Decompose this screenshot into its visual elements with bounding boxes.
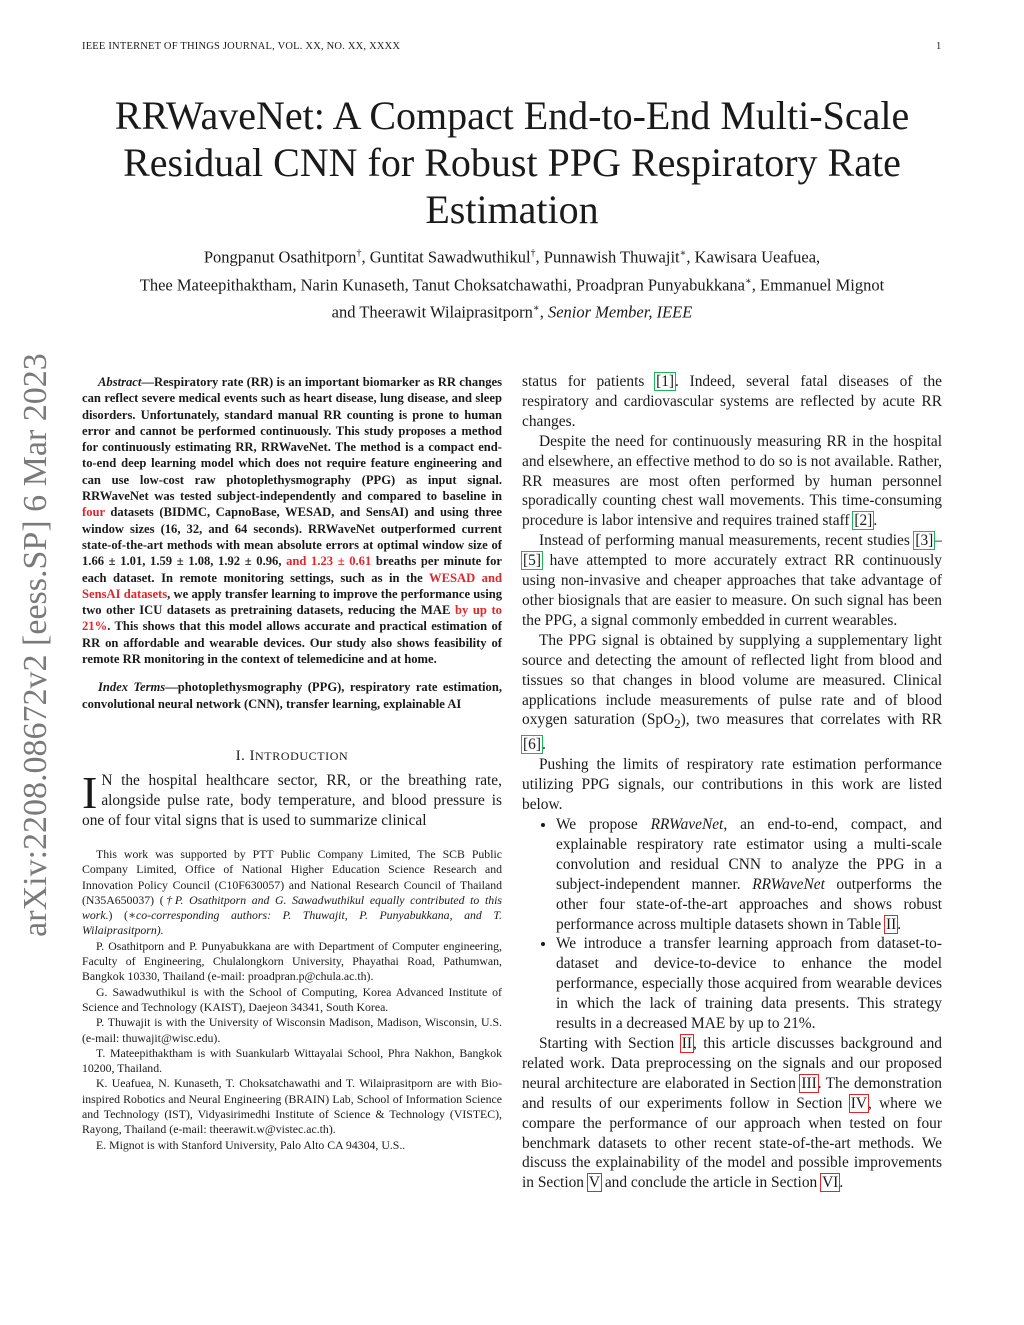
citation-link[interactable]: [3] — [915, 532, 934, 550]
body-text: . — [541, 736, 546, 754]
body-paragraph — [522, 631, 942, 756]
section-numeral: I. — [235, 747, 250, 764]
author-name: , Punnawish Thuwajit — [535, 247, 680, 267]
body-text: Despite the need for continuously measuring RR in the hospital and elsewhere, an effective method to do so is not available. Rather, RR measures are most often performed by human personnel sporadically counting chest wall movements. This time-consuming procedure is labor intensive and requires trained staff — [522, 432, 942, 530]
section-heading-introduction — [82, 748, 502, 765]
footnote-text: ) ( — [108, 908, 128, 923]
model-name: RRWaveNet — [650, 816, 724, 834]
section-head-initial: I — [249, 747, 256, 764]
author-line-1 — [82, 242, 942, 270]
subscript: 2 — [674, 717, 681, 732]
section-ref-link[interactable]: IV — [850, 1094, 867, 1112]
body-text: ), two measures that correlates with RR — [680, 711, 942, 729]
body-text: . — [873, 512, 878, 530]
author-role: Senior Member, IEEE — [547, 302, 693, 322]
citation-link[interactable]: [2] — [854, 512, 873, 530]
body-text: , this article discusses background and related work. Data preprocessing on the signals and our proposed neural architecture are elaborated in Section — [522, 1034, 943, 1092]
abstract-text: —Respiratory rate (RR) is an important biomarker as RR changes can reflect severe medical events such as heart disease, lung disease, and sleep disorders. Unfortunately, standard manual RR counting is prone to human error and cannot be performed continuously. This study proposes a method for continuously estimating RR, RRWaveNet. The method is a compact end-to-end deep learning model which does not require feature engineering and can use low-cost raw photoplethysmography (PPG) as input signal. RRWaveNet was tested subject-independently and compared to baseline in — [82, 375, 502, 504]
index-terms-label: Index Terms — [98, 680, 166, 695]
intro-paragraph — [82, 766, 502, 831]
body-text: . The demonstration and results of our experiments follow in Section — [522, 1074, 942, 1112]
section-ref-link[interactable]: V — [588, 1174, 600, 1192]
footnotes — [82, 847, 502, 1153]
author-mark: ∗ — [679, 248, 687, 259]
paper-title: RRWaveNet: A Compact End-to-End Multi-Scale Residual CNN for Robust PPG Respiratory Rate Estimation — [114, 93, 910, 232]
body-text: , an end-to-end, compact, and explainable respiratory rate estimator using a multi-scale convolution and residual CNN to analyze the PPG in a subject-independent manner. — [556, 816, 943, 893]
footnote-text: This work was supported by PTT Public Company Limited, The SCB Public Company Limited, Office of National Higher Education Science Research and Innovation Policy Council (C10F630057) and National Research Council of Thailand (N35A650037) ( — [82, 846, 502, 907]
body-text: – — [934, 532, 942, 550]
footnote-affiliation: E. Mignot is with Stanford University, Palo Alto CA 94304, U.S.. — [96, 1137, 406, 1152]
section-ref-link[interactable]: VI — [822, 1174, 839, 1192]
footnote-affiliation: K. Ueafuea, N. Kunaseth, T. Choksatchawathi and T. Wilaiprasitporn are with Bio-inspired Robotics and Neural Engineering (BRAIN) Lab, School of Information Science and Technology (IST), Vidyasirimedhi Institute of Science & Technology (VISTEC), Rayong, Thailand (e-mail: theerawit.w@vistec.ac.th). — [82, 1076, 502, 1137]
list-item: • We introduce a transfer learning approach from dataset-to-dataset and device-to-device to enhance the model performance, especially those acquired from wearable devices in which the lack of training data presents. This strategy results in a decreased MAE by up to 21%. — [556, 934, 942, 1034]
body-text: have attempted to more accurately extract RR continuously using non-invasive and cheaper approaches that take advantage of other biosignals that are easier to measure. On such signal has been the PPG, a signal commonly embedded in current wearables. — [522, 552, 942, 629]
body-paragraph — [522, 531, 942, 631]
left-column — [82, 374, 502, 1153]
author-names: Thee Mateepithaktham, Narin Kunaseth, Tanut Choksatchawathi, Proadpran Punyabukkana — [139, 275, 745, 294]
abstract-highlight: four — [82, 505, 105, 520]
list-item — [556, 815, 942, 934]
author-mark: ∗ — [532, 303, 540, 314]
body-text: , where we compare the performance of our approach when tested on four benchmark datasets to other recent state-of-the-art methods. We discuss the explainability of the model and possible improvements in Section — [522, 1094, 942, 1192]
table-ref-link[interactable]: II — [886, 915, 897, 933]
author-name: , Guntitat Sawadwuthikul — [361, 247, 531, 267]
author-name: , Kawisara Ueafuea, — [686, 247, 821, 267]
author-name: and Theerawit Wilaiprasitporn — [331, 302, 533, 322]
right-column — [522, 372, 942, 1193]
author-mark: † — [530, 248, 536, 259]
body-text: . — [897, 915, 902, 933]
author-name: Pongpanut Osathitporn — [203, 247, 357, 267]
abstract-text: , we apply transfer learning to improve the performance using two other ICU datasets as pretraining datasets, reducing the MAE — [82, 586, 502, 618]
page-number: 1 — [936, 41, 942, 52]
author-line-2 — [82, 270, 942, 298]
author-mark: † — [356, 248, 362, 259]
contribution-list — [522, 815, 942, 1034]
citation-link[interactable]: [5] — [523, 552, 541, 570]
body-text: . Indeed, several fatal diseases of the respiratory and cardiovascular systems are reflected by acute RR changes. — [522, 373, 942, 430]
body-paragraph — [522, 1034, 942, 1193]
body-text: The PPG signal is obtained by supplying a supplementary light source and detecting the amount of reflected light from blood and tissues so that changes in blood volume are measured. Clinical applications include measurements of pulse rate and of blood oxygen saturation (SpO — [522, 631, 942, 729]
footnote-italic: ∗co-corresponding authors: P. Thuwajit, P. Punyabukkana, and T. Wilaiprasitporn). — [82, 908, 502, 938]
footnote-italic: †P. Osathitporn and G. Sawadwuthikul equally contributed to this work. — [82, 892, 502, 923]
abstract-text: datasets (BIDMC, CapnoBase, WESAD, and SensAI) and using three window sizes (16, 32, and 64 seconds). RRWaveNet outperformed current state-of-the-art methods with mean absolute errors at optimal window size of 1.66 ± 1.01, 1.59 ± 1.08, 1.92 ± 0.96, — [82, 505, 502, 569]
abstract — [82, 374, 502, 667]
author-name: , Emmanuel Mignot — [751, 275, 885, 294]
abstract-highlight: WESAD and SensAI datasets — [82, 570, 502, 601]
author-mark: ∗ — [744, 275, 752, 287]
body-text: status for patients — [522, 373, 656, 390]
citation-link[interactable]: [1] — [656, 373, 675, 390]
section-ref-link[interactable]: II — [681, 1034, 692, 1052]
footnote-affiliation: P. Osathitporn and P. Punyabukkana are with Department of Computer engineering, Faculty of Engineering, Chulalongkorn University, Phayathai Road, Pathumwan, Bangkok 10330, Thailand (e-mail: proadpran.p@chula.ac.th). — [82, 938, 502, 984]
body-paragraph — [522, 372, 942, 432]
body-paragraph — [522, 432, 942, 532]
abstract-highlight: and 1.23 ± 0.61 — [286, 554, 372, 569]
citation-link[interactable]: [6] — [523, 736, 541, 754]
body-text: . — [839, 1174, 844, 1192]
running-header: IEEE INTERNET OF THINGS JOURNAL, VOL. XX, NO. XX, XXXX — [82, 41, 401, 52]
body-text: Instead of performing manual measurements, recent studies — [539, 532, 915, 550]
footnote-funding — [82, 847, 502, 939]
model-name: RRWaveNet — [752, 875, 825, 893]
body-text: We propose — [556, 816, 651, 834]
body-text: and conclude the article in Section — [600, 1174, 822, 1192]
author-list — [82, 242, 942, 325]
drop-cap: I — [82, 766, 98, 818]
index-terms — [82, 679, 502, 712]
section-ref-link[interactable]: III — [801, 1074, 817, 1092]
body-text: outperforms the other four state-of-the-art approaches and shows robust performance across multiple datasets shown in Table — [556, 875, 942, 933]
index-terms-text: —photoplethysmography (PPG), respiratory rate estimation, convolutional neural network (CNN), transfer learning, explainable AI — [82, 680, 502, 711]
footnote-affiliation: G. Sawadwuthikul is with the School of Computing, Korea Advanced Institute of Science and Technology (KAIST), Daejeon 34341, South Korea. — [82, 984, 502, 1014]
abstract-label: Abstract — [98, 375, 142, 389]
body-paragraph: Pushing the limits of respiratory rate estimation performance utilizing PPG signals, our contributions in this work are listed below. — [522, 756, 942, 814]
author-separator: , — [539, 302, 548, 322]
footnote-affiliation: P. Thuwajit is with the University of Wisconsin Madison, Madison, Wisconsin, U.S. (e-mail: thuwajit@wisc.edu). — [82, 1015, 502, 1045]
body-text: Starting with Section — [539, 1034, 681, 1052]
abstract-text: breaths per minute for each dataset. In remote monitoring settings, such as in the — [82, 554, 502, 585]
arxiv-watermark: arXiv:2208.08672v2 [eess.SP] 6 Mar 2023 — [17, 353, 54, 937]
section-head-rest: NTRODUCTION — [255, 748, 349, 763]
abstract-text: . This shows that this model allows accurate and practical estimation of RR on affordable and wearable devices. Our study also shows feasibility of remote RR monitoring in the context of telemedicine and at home. — [82, 619, 502, 667]
footnote-affiliation: T. Mateepithaktham is with Suankularb Wittayalai School, Phra Nakhon, Bangkok 10200, Thailand. — [82, 1045, 502, 1076]
author-line-3 — [82, 297, 942, 325]
intro-text: N the hospital healthcare sector, RR, or the breathing rate, alongside pulse rate, body temperature, and blood pressure is one of four vital signs that is used to summarize clinical — [82, 771, 502, 829]
abstract-highlight: by up to 21% — [82, 603, 502, 634]
